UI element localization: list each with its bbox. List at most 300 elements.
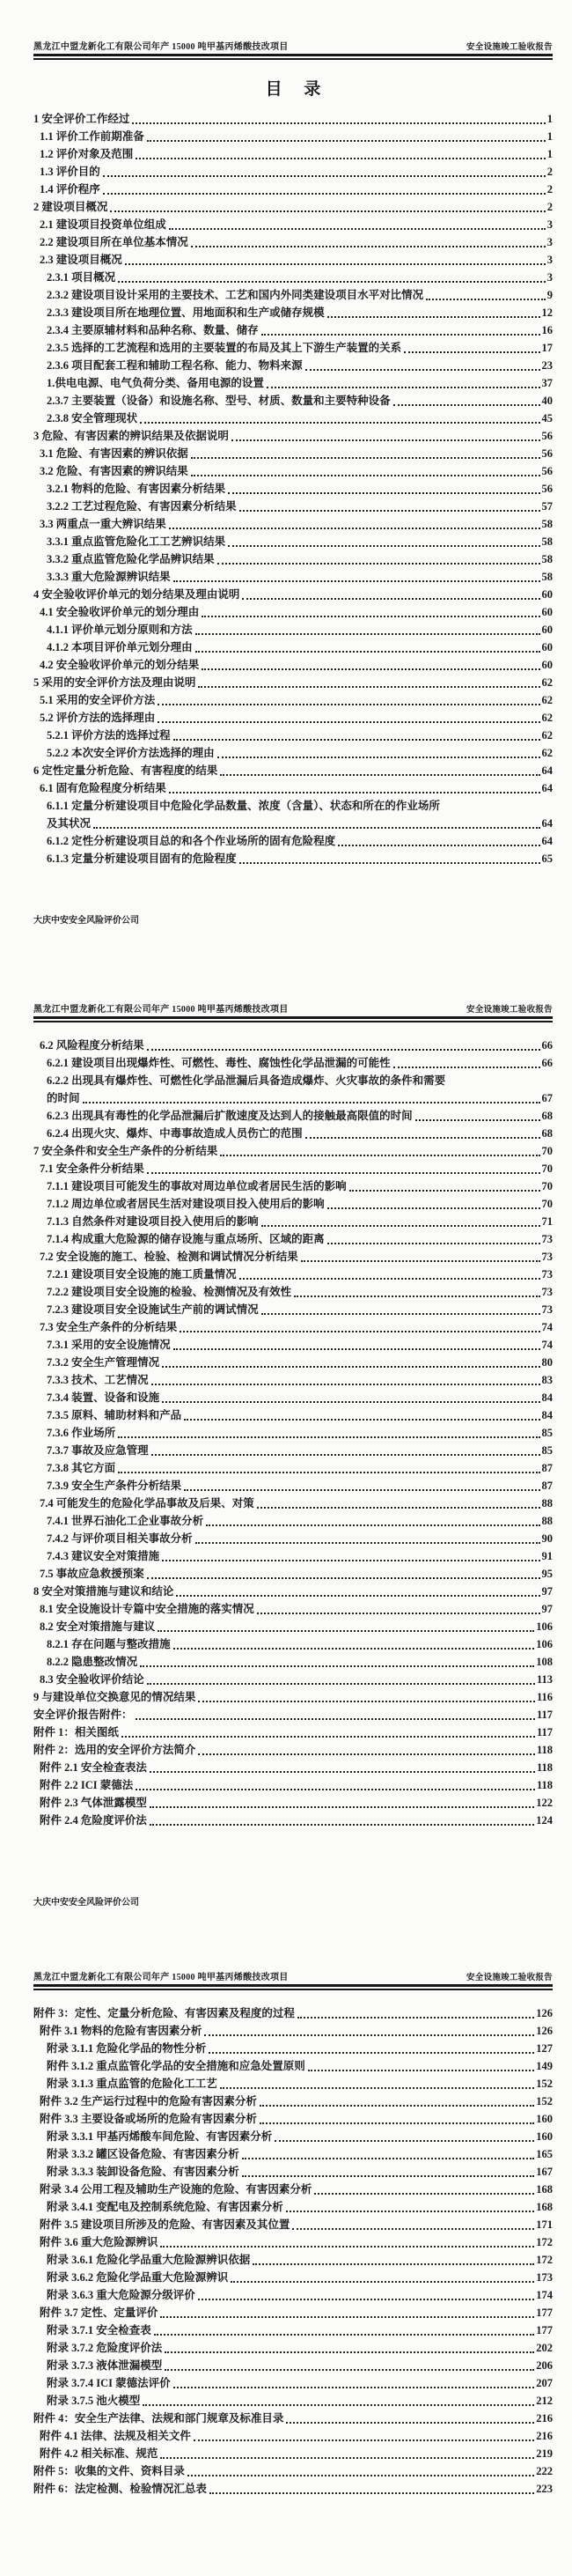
toc-leader-dots [198,2299,534,2300]
toc-leader-dots [267,387,540,388]
toc-leader-dots [136,1789,535,1790]
toc-entry-text: 7.1.4 构成重大危险源的储存设施与重点场所、区域的距离 [47,1233,325,1245]
toc-leader-dots [191,475,540,476]
toc-page-number: 126 [536,2025,553,2037]
toc-entry [33,2392,553,2410]
toc-entry [33,1759,553,1776]
toc-leader-dots [286,2211,534,2212]
toc-leader-dots [308,2070,534,2071]
toc-page-number: 3 [546,236,553,248]
toc-entry-text: 7.3.5 原料、辅助材料和产品 [47,1409,182,1421]
toc-leader-dots [158,721,539,723]
toc-entry-text: 1 安全评价工作经过 [33,113,130,125]
toc-entry [33,2075,553,2093]
toc-page-number: 45 [541,412,553,424]
toc-entry [33,638,553,656]
toc-page-number: 91 [541,1550,553,1562]
toc-entry [33,568,553,586]
toc-leader-dots [242,2158,534,2159]
toc-entry [33,2004,553,2022]
toc-leader-dots [198,1701,535,1702]
toc-entry-text: 7.3.6 作业场所 [47,1427,116,1439]
toc-entry [33,2198,553,2216]
toc-page-number: 167 [536,2166,553,2178]
toc-entry-text: 附件 2：选用的安全评价方法简介 [33,1744,196,1756]
toc-entry-text: 附录 3.6.2 危险化学品重大危险源辨识 [47,2271,229,2284]
toc-page-number: 202 [536,2342,553,2354]
toc-leader-dots [136,1718,535,1720]
toc-page-number: 1 [546,148,553,160]
toc-page-number: 60 [541,624,553,636]
toc-leader-dots [173,2387,535,2388]
toc-page-number: 97 [541,1603,553,1615]
toc-entry-text: 6.2.3 出现具有毒性的化学品泄漏后扩散速度及达到人的接触最高限值的时间 [47,1110,413,1122]
toc-page-number: 160 [536,2130,553,2143]
toc-page-number: 2 [546,166,553,178]
toc-entry-text: 6.2 风险程度分析结果 [40,1039,144,1052]
toc-leader-dots [118,281,546,283]
toc-leader-dots [327,316,540,318]
toc-entry-text: 附录 3.7.2 危险度评价法 [47,2342,163,2354]
toc-entry [33,498,553,515]
toc-page-number: 118 [536,1761,553,1774]
toc-entry [33,2233,553,2251]
toc-entry-text: 附录 3.1.1 危险化学品的物性分析 [47,2042,207,2055]
document-page-2 [0,947,572,1929]
toc-leader-dots [294,1295,539,1297]
toc-entry-text: 6.1.2 定性分析建设项目总的和各个作业场所的固有危险程度 [47,835,336,847]
toc-page-number: 1 [546,130,553,143]
toc-leader-dots [198,1753,535,1755]
toc-entry-text: 9 与建设单位交换意见的情况结果 [33,1691,196,1703]
toc-entry [33,304,553,321]
toc-leader-dots [158,704,539,705]
toc-leader-dots [305,369,540,371]
toc-entry-text: 附件 3：定性、定量分析危险、有害因素及程度的过程 [33,2007,295,2019]
toc-entry [33,1688,553,1706]
toc-entry [33,374,553,392]
toc-entry-text: 附录 3.7.5 池火模型 [47,2395,141,2407]
toc-page-number: 216 [536,2412,553,2425]
toc-leader-dots [349,1190,540,1192]
toc-entry-text: 附件 2.2 ICI 蒙德法 [40,1779,134,1791]
toc-entry-text: 5.1 采用的安全评价方法 [40,694,156,706]
toc-page-number: 70 [541,1145,553,1157]
toc-leader-dots [292,2228,534,2230]
toc-entry-text: 1.3 评价目的 [40,166,100,178]
toc-entry-text: 3.2.2 工艺过程危险、有害因素分析结果 [47,500,237,513]
toc-leader-dots [220,774,539,776]
toc-page-number: 118 [536,1744,553,1756]
page-footer: 大庆中安安全风险评价公司 [33,1898,139,1908]
toc-entry [33,709,553,727]
toc-entry [33,1266,553,1283]
toc-entry-text: 附录 3.7.4 ICI 蒙德法评价 [47,2377,171,2389]
toc-page-number: 71 [541,1215,553,1228]
toc-entry [33,1213,553,1230]
toc-leader-dots [206,1524,539,1526]
toc-entry-text: 4.2 安全验收评价单元的划分结果 [40,659,200,671]
toc-entry [33,233,553,251]
toc-entry [33,1406,553,1424]
toc-page-number: 62 [541,694,553,706]
toc-entries [33,1037,553,1829]
toc-leader-dots [191,457,540,459]
toc-entry [33,1142,553,1160]
toc-entry-text: 8.2 安全对策措施与建议 [40,1620,156,1633]
toc-leader-dots [220,2087,534,2089]
toc-leader-dots [118,1436,539,1438]
toc-page-number: 127 [536,2042,553,2055]
toc-entry-text: 1.1 评价工作前期准备 [40,130,144,143]
toc-page-number: 62 [541,747,553,759]
toc-page-number: 172 [536,2236,553,2248]
toc-page-number: 67 [541,1092,553,1104]
toc-entry-text: 8.2.1 存在问题与整改措施 [47,1638,171,1650]
toc-leader-dots [228,545,539,547]
toc-page-number: 223 [536,2483,553,2495]
toc-entry [33,1512,553,1530]
toc-entry [33,2251,553,2269]
toc-page-number: 83 [541,1374,553,1386]
toc-page-number: 85 [541,1444,553,1457]
toc-entry [33,797,553,815]
toc-leader-dots [286,2422,534,2424]
toc-leader-dots [147,140,546,142]
toc-entry [33,2286,553,2304]
toc-leader-dots [169,792,540,793]
toc-entry [33,1618,553,1635]
toc-entry-text: 7.4.1 世界石油化工企业事故分析 [47,1515,204,1527]
toc-page-number: 152 [536,2078,553,2090]
toc-page-number: 56 [541,465,553,477]
toc-entry-text: 7.3.4 装置、设备和设施 [47,1391,160,1404]
toc-leader-dots [136,158,545,159]
toc-page-number: 160 [536,2113,553,2125]
toc-page-number: 73 [541,1251,553,1263]
toc-page-number: 173 [536,2271,553,2284]
toc-entry-text: 6.2.1 建设项目出现爆炸性、可燃性、毒性、腐蚀性化学品泄漏的可能性 [47,1057,391,1069]
toc-page-number: 117 [536,1726,553,1738]
toc-leader-dots [160,2457,534,2459]
toc-entry-text: 2.3 建设项目概况 [40,254,122,266]
toc-leader-dots [173,1648,535,1650]
toc-leader-dots [404,351,539,353]
toc-entry [33,550,553,568]
toc-page-number: 106 [536,1638,553,1650]
toc-leader-dots [195,651,540,653]
toc-entry-text: 6 定性定量分析危险、有害程度的结果 [33,764,218,777]
toc-leader-dots [217,757,540,758]
toc-entry [33,1653,553,1671]
toc-page-number: 212 [536,2395,553,2407]
toc-leader-dots [150,1771,535,1773]
toc-page-number: 219 [536,2447,553,2460]
toc-entry-text: 5.2.1 评价方法的选择过程 [47,729,171,742]
toc-leader-dots [184,1489,539,1491]
toc-leader-dots [194,2439,534,2441]
toc-entry-text: 附录 3.6.1 危险化学品重大危险源辨识依据 [47,2254,251,2266]
toc-page-number: 73 [541,1286,553,1298]
toc-page-number: 174 [536,2289,553,2301]
toc-entry [33,762,553,779]
toc-entry [33,2093,553,2110]
toc-entry [33,339,553,357]
toc-entry-text: 8.3 安全验收评价结论 [40,1673,144,1686]
toc-entry-text: 7.4.3 建议安全对策措施 [47,1550,160,1562]
toc-page-number: 97 [541,1585,553,1598]
toc-leader-dots [147,1172,540,1174]
header-report-title: 安全设施竣工验收报告 [466,43,553,52]
toc-leader-dots [169,528,540,529]
toc-entry-text: 2 建设项目概况 [33,201,108,213]
toc-leader-dots [151,1384,540,1385]
toc-page-number: 58 [541,571,553,583]
toc-entry [33,1812,553,1829]
toc-page-number: 106 [536,1620,553,1633]
toc-leader-dots [143,2404,534,2406]
toc-entry-text: 附件 3.2 生产运行过程中的危险有害因素分析 [40,2095,257,2107]
header-project-title: 黑龙江中盟龙新化工有限公司年产 15000 吨甲基丙烯酸技改项目 [33,1973,289,1982]
toc-leader-dots [165,2369,534,2371]
toc-entry-text: 及其状况 [47,817,92,830]
toc-page-number: 152 [536,2095,553,2107]
toc-entry [33,1195,553,1213]
toc-entry-text: 2.3.5 选择的工艺流程和选用的主要装置的布局及其上下游生产装置的关系 [47,342,402,354]
toc-leader-dots [217,563,540,565]
toc-page-number: 168 [536,2183,553,2196]
toc-leader-dots [93,827,539,829]
toc-leader-dots [160,2246,534,2248]
toc-entry [33,2181,553,2198]
toc-entry [33,674,553,691]
toc-entry-text: 2.3.6 项目配套工程和辅助工程名称、能力、物料来源 [47,359,303,372]
header-report-title: 安全设施竣工验收报告 [466,1974,553,1982]
toc-leader-dots [202,616,539,617]
toc-leader-dots [426,299,546,300]
toc-entry-text: 附录 3.7.1 安全检查表 [47,2324,151,2336]
toc-page-number: 171 [536,2218,553,2231]
toc-leader-dots [202,668,539,670]
toc-entry [33,1125,553,1142]
toc-leader-dots [209,2052,534,2054]
toc-entry-text: 1.供电电源、电气负荷分类、备用电源的设置 [47,377,264,389]
toc-page-number: 66 [541,1039,553,1052]
toc-entry [33,586,553,603]
toc-entry-text: 7.1.3 自然条件对建设项目投入使用后的影响 [47,1215,259,1228]
toc-page-number: 149 [536,2060,553,2072]
toc-entry-text: 6.1 固有危险程度分析结果 [40,782,166,794]
toc-page-number: 62 [541,729,553,742]
toc-entry [33,533,553,550]
toc-entry-text: 2.2 建设项目所在单位基本情况 [40,236,188,248]
toc-entry [33,1776,553,1794]
toc-entry-text: 7.2 安全设施的施工、检验、检测和调试情况分析结果 [40,1251,298,1263]
toc-leader-dots [327,1207,540,1209]
toc-leader-dots [195,633,540,635]
toc-page-number: 68 [541,1110,553,1122]
toc-entry-text: 3.3 两重点一重大辨识结果 [40,518,166,530]
toc-entry [33,427,553,445]
toc-entry [33,2410,553,2427]
toc-entry [33,1230,553,1248]
toc-page-number: 85 [541,1427,553,1439]
toc-leader-dots [228,492,539,494]
toc-entry [33,2022,553,2040]
toc-title: 目 录 [265,80,330,99]
toc-page-number: 23 [541,359,553,372]
toc-entry-text: 3 危险、有害因素的辨识结果及依据说明 [33,430,229,442]
toc-entry [33,1530,553,1547]
toc-leader-dots [173,1348,540,1350]
toc-entry [33,2357,553,2374]
toc-page-number: 74 [541,1339,553,1351]
toc-page-number: 87 [541,1462,553,1474]
toc-entry-text: 6.2.2 出现具有爆炸性、可燃性化学品泄漏后具备造成爆炸、火灾事故的条件和需要 [47,1074,446,1087]
toc-leader-dots [110,210,545,212]
toc-entry [33,1442,553,1459]
toc-entry-text: 附件 3.7 定性、定量评价 [40,2307,158,2319]
toc-page-number: 57 [541,500,553,513]
toc-page-number: 68 [541,1127,553,1140]
toc-entry [33,1477,553,1495]
toc-page-number: 116 [536,1691,553,1703]
toc-entry-text: 附件 2.4 危险度评价法 [40,1814,147,1827]
toc-leader-dots [103,175,546,177]
toc-leader-dots [132,122,545,124]
toc-page-number: 12 [541,306,553,319]
toc-entry [33,1424,553,1442]
toc-page-number: 65 [541,853,553,865]
page-footer: 大庆中安安全风险评价公司 [33,916,139,926]
toc-leader-dots [121,1736,535,1738]
toc-page-number: 70 [541,1180,553,1192]
toc-entry [33,145,553,163]
toc-entry-text: 7.3.1 采用的安全设施情况 [47,1339,171,1351]
toc-leader-dots [338,845,539,846]
toc-entry-text: 7 安全条件和安全生产条件的分析结果 [33,1145,218,1157]
toc-page-number: 113 [536,1673,553,1686]
toc-entry [33,1054,553,1072]
toc-entry-text: 附件 4.2 相关标准、规范 [40,2447,158,2460]
toc-leader-dots [103,193,546,195]
header-rule [33,1016,553,1022]
toc-leader-dots [209,2492,534,2494]
toc-entry-text: 附件 2.3 气体泄露模型 [40,1797,147,1809]
toc-entry-text: 7.3 安全生产条件的分析结果 [40,1321,178,1333]
toc-page-number: 216 [536,2430,553,2442]
toc-entry [33,1177,553,1195]
toc-page-number: 56 [541,430,553,442]
toc-page-number: 70 [541,1198,553,1210]
toc-page-number: 9 [546,289,553,301]
toc-leader-dots [162,1366,539,1368]
toc-leader-dots [118,1472,539,1473]
toc-page-number: 90 [541,1532,553,1545]
toc-page-number: 56 [541,483,553,495]
toc-leader-dots [220,1155,539,1156]
toc-entry-text: 2.1 建设项目投资单位组成 [40,218,166,231]
toc-entry-text: 附录 3.3.1 甲基丙烯酸车间危险、有害因素分析 [47,2130,273,2143]
toc-page-number: 56 [541,447,553,460]
toc-entry [33,2304,553,2321]
toc-entry-text: 2.3.4 主要原辅材料和品种名称、数量、储存 [47,324,259,336]
toc-page-number: 87 [541,1480,553,1492]
toc-leader-dots [150,1806,534,1808]
toc-entry-text: 附件 3.6 重大危险源辨识 [40,2236,158,2248]
toc-page-number: 84 [541,1409,553,1421]
toc-entry [33,2462,553,2480]
toc-entry-text: 3.3.3 重大危险源辨识结果 [47,571,171,583]
toc-page-number: 58 [541,518,553,530]
toc-page-number: 126 [536,2007,553,2019]
toc-leader-dots [195,1542,540,1544]
toc-leader-dots [257,1613,540,1614]
toc-leader-dots [154,2334,534,2336]
toc-entry-text: 附件 2.1 安全检查表法 [40,1761,147,1774]
toc-leader-dots [176,1595,539,1597]
toc-entry-text: 附录 3.4.1 变配电及控制系统危险、有害因素分析 [47,2201,283,2213]
toc-leader-dots [242,598,539,600]
toc-entry-text: 8 安全对策措施与建议和结论 [33,1585,174,1598]
toc-leader-dots [297,2017,534,2019]
toc-page-number: 95 [541,1568,553,1580]
toc-entry-text: 3.2 危险、有害因素的辨识结果 [40,465,188,477]
toc-entry-text: 8.1 安全设施设计专篇中安全措施的落实情况 [40,1603,254,1615]
page-header [33,1969,553,1984]
toc-entry [33,1336,553,1354]
toc-page-number: 84 [541,1391,553,1404]
toc-entry [33,392,553,410]
toc-entry-text: 4.1.2 本项目评价单元划分理由 [47,641,193,653]
toc-entry [33,480,553,498]
toc-entry [33,621,553,638]
toc-page-number: 70 [541,1163,553,1175]
toc-entry [33,1495,553,1512]
toc-entry [33,1160,553,1177]
toc-entry-text: 附录 3.1.3 重点监管的危险化工工艺 [47,2078,217,2090]
toc-entry-text: 8.2.2 隐患整改情况 [47,1656,138,1668]
toc-entry [33,1037,553,1054]
toc-page-number: 58 [541,535,553,548]
toc-entry [33,216,553,233]
toc-page-number: 3 [546,218,553,231]
toc-leader-dots [187,2475,534,2476]
header-rule [33,1984,553,1990]
toc-entry [33,744,553,762]
toc-entry [33,2145,553,2163]
toc-entry-text: 7.1.1 建设项目可能发生的事故对周边单位或者居民生活的影响 [47,1180,347,1192]
toc-entry [33,1389,553,1406]
toc-entry [33,1706,553,1723]
toc-entry-text: 7.3.2 安全生产管理情况 [47,1356,160,1369]
toc-page-number: 80 [541,1356,553,1369]
toc-entry [33,2374,553,2392]
toc-entry-text: 3.1 危险、有害因素的辨识依据 [40,447,188,460]
toc-leader-dots [169,228,546,230]
toc-entry [33,286,553,304]
toc-entry-text: 安全评价报告附件： [33,1709,133,1721]
toc-page-number: 172 [536,2254,553,2266]
toc-page-number: 66 [541,1057,553,1069]
toc-page-number: 1 [546,113,553,125]
toc-leader-dots [261,1225,540,1227]
toc-leader-dots [173,580,540,582]
toc-page-number: 207 [536,2377,553,2389]
toc-page-number: 3 [546,271,553,284]
toc-leader-dots [239,1278,540,1280]
toc-entry-text: 附件 1：相关图纸 [33,1726,119,1738]
